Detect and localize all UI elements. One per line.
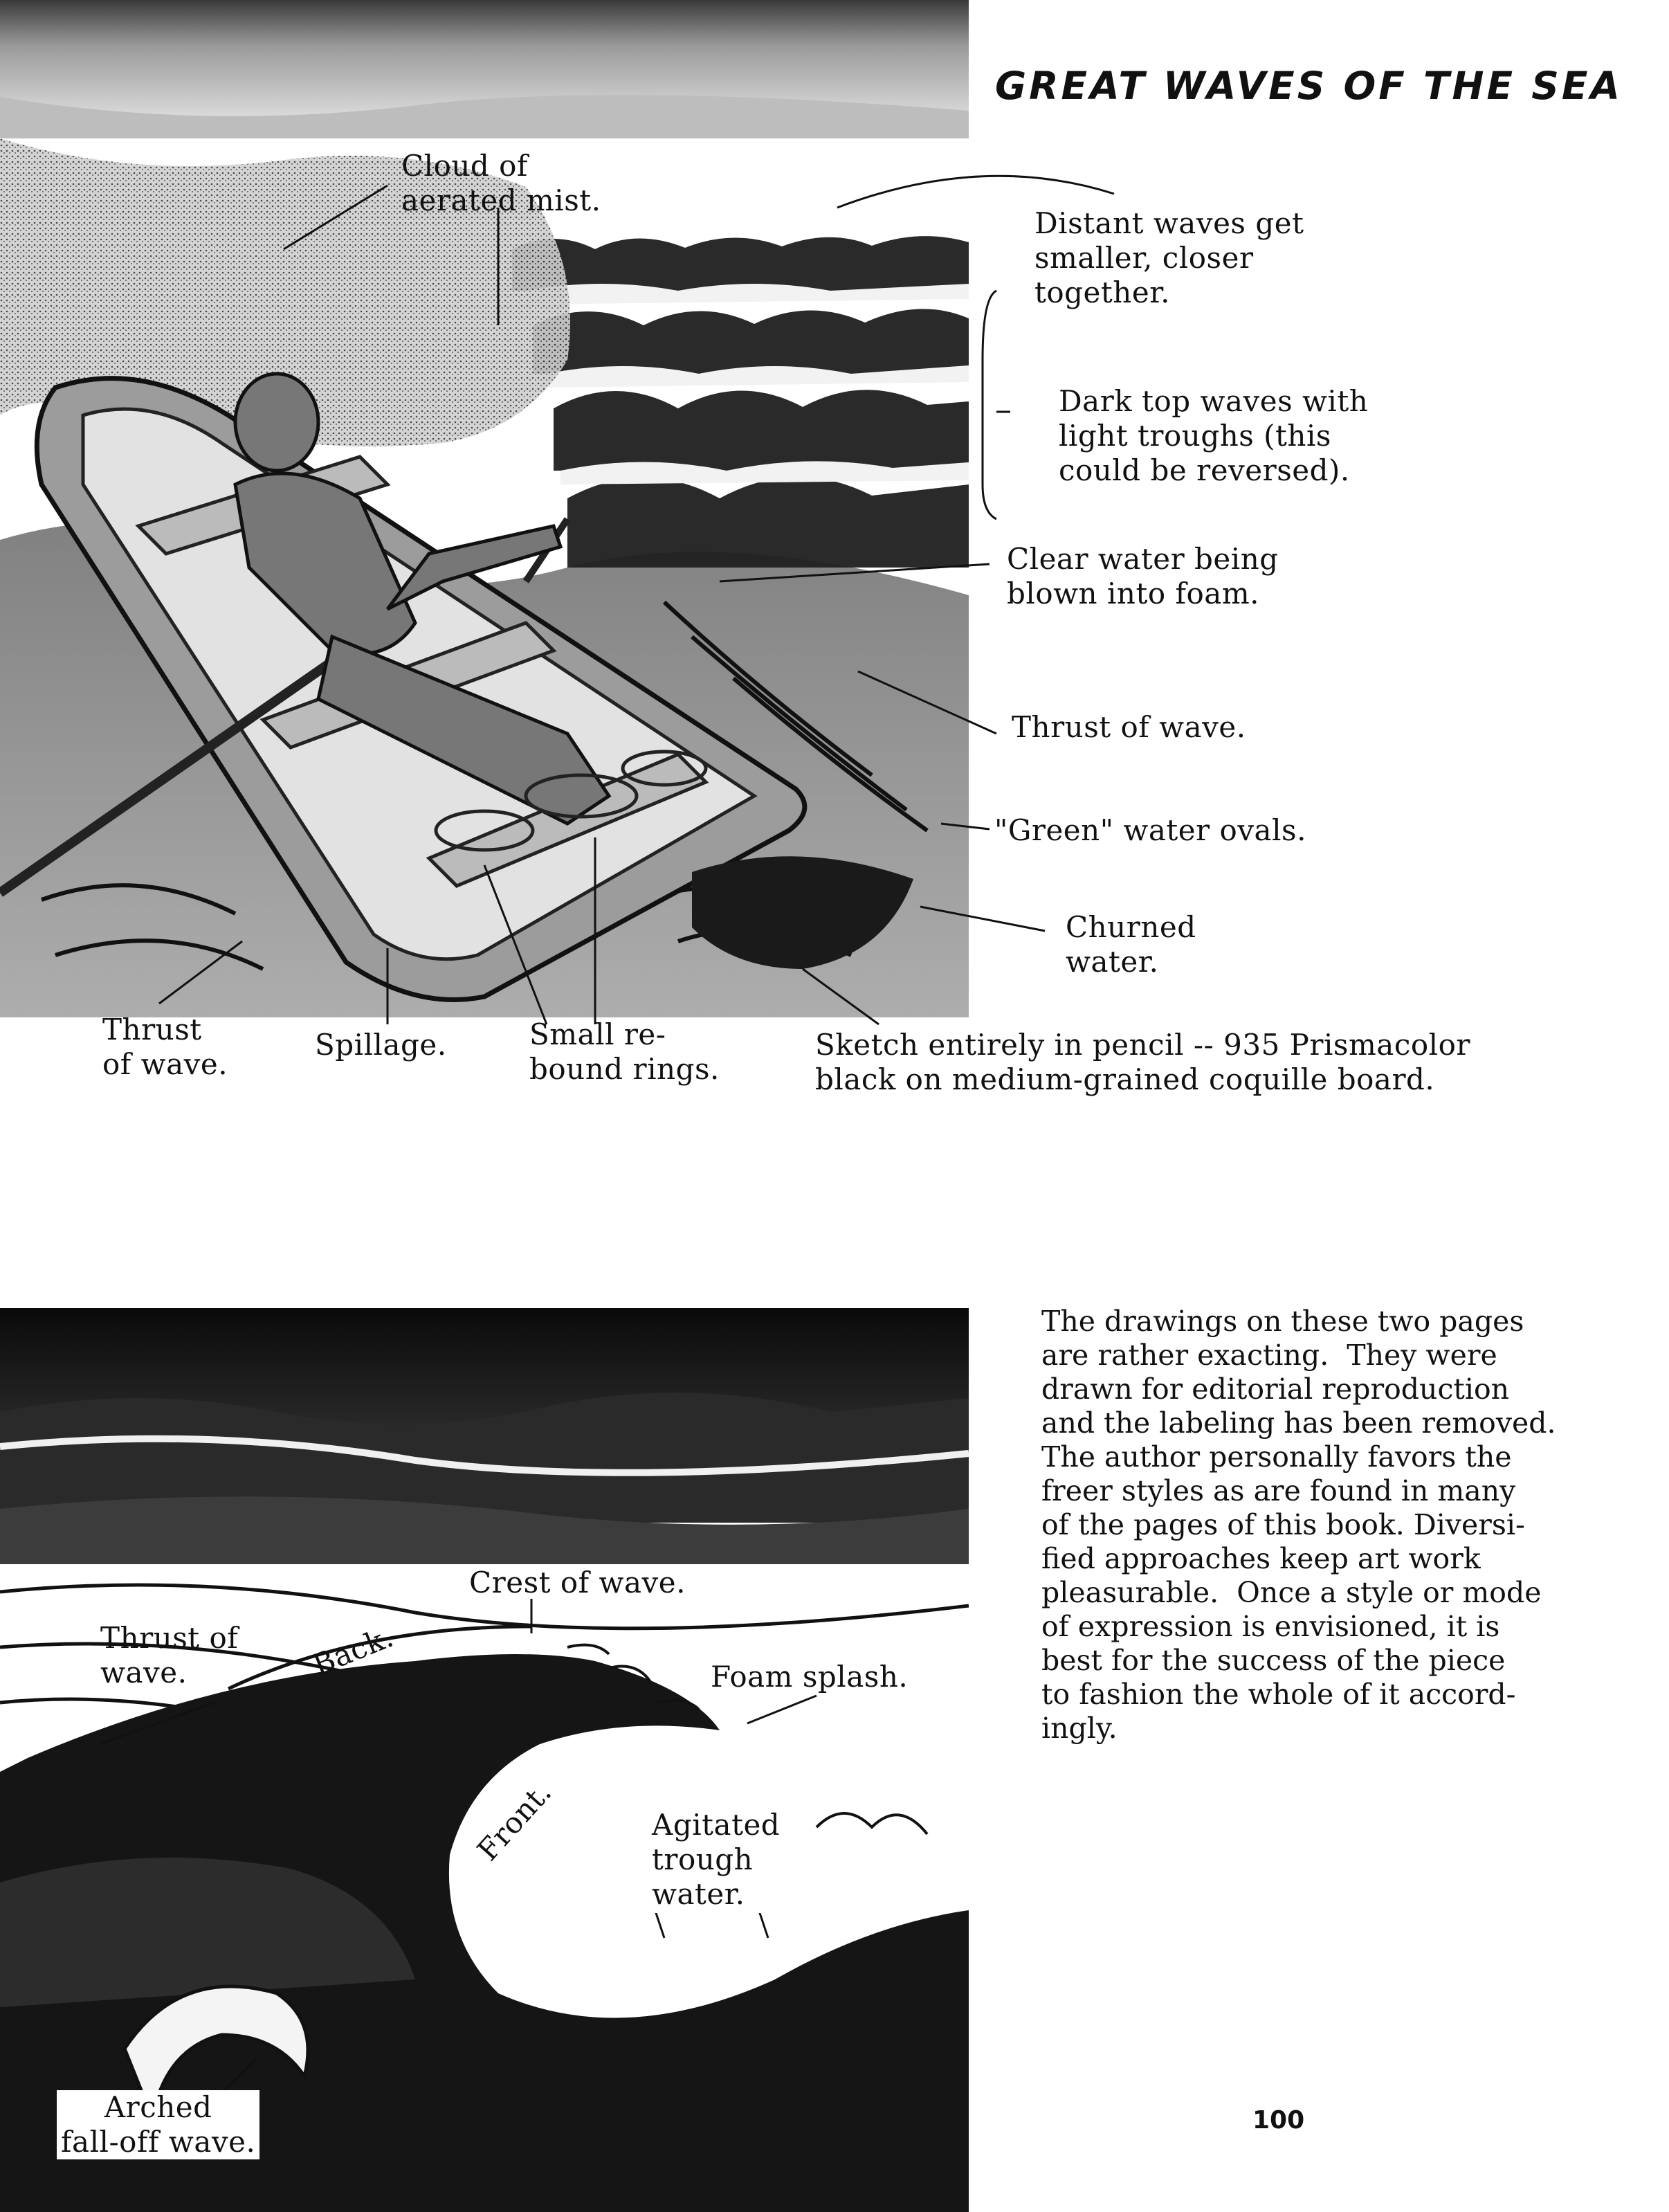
label-foam-splash: Foam splash. <box>711 1660 909 1694</box>
label-back: Back. <box>308 1619 399 1683</box>
page-number: 100 <box>1252 2106 1305 2134</box>
label-crest: Crest of wave. <box>469 1566 686 1599</box>
label-thrust-right: Thrust of wave. <box>1012 710 1246 744</box>
page-title: GREAT WAVES OF THE SEA <box>995 64 1623 108</box>
label-arched-falloff: Arched fall-off wave. <box>57 2090 259 2159</box>
label-thrust-left: Thrust of wave. <box>102 1013 228 1081</box>
label-agitated-trough: Agitated trough water. <box>649 1806 783 1913</box>
breaking-wave-illustration <box>0 1308 969 2212</box>
label-spillage: Spillage. <box>315 1028 447 1062</box>
body-paragraph: The drawings on these two pages are rather exacting. They were drawn for editorial reproduction and the labeling has been removed. The author personally favors the freer styles as are found in many of the pages of this book. Diversi- fied approaches keep art work pleasurable. Once a style or mode of expression is envisioned, it is best for the success of the piece to fashion the whole of it accord- ingly. <box>1041 1305 1556 1745</box>
label-thrust-bottom: Thrust of wave. <box>100 1621 239 1689</box>
label-clear-water: Clear water being blown into foam. <box>1007 542 1279 610</box>
label-sketch-note: Sketch entirely in pencil -- 935 Prismacolor black on medium-grained coquille board. <box>815 1028 1470 1096</box>
label-dark-top-waves: Dark top waves with light troughs (this could be reversed). <box>1059 384 1369 487</box>
label-rebound-rings: Small re- bound rings. <box>529 1017 720 1086</box>
label-distant-waves: Distant waves get smaller, closer together. <box>1034 206 1304 309</box>
label-churned-water: Churned water. <box>1066 910 1196 979</box>
label-cloud-mist: Cloud of aerated mist. <box>401 149 601 217</box>
label-front: Front. <box>471 1775 558 1867</box>
label-green-water: "Green" water ovals. <box>994 813 1306 847</box>
